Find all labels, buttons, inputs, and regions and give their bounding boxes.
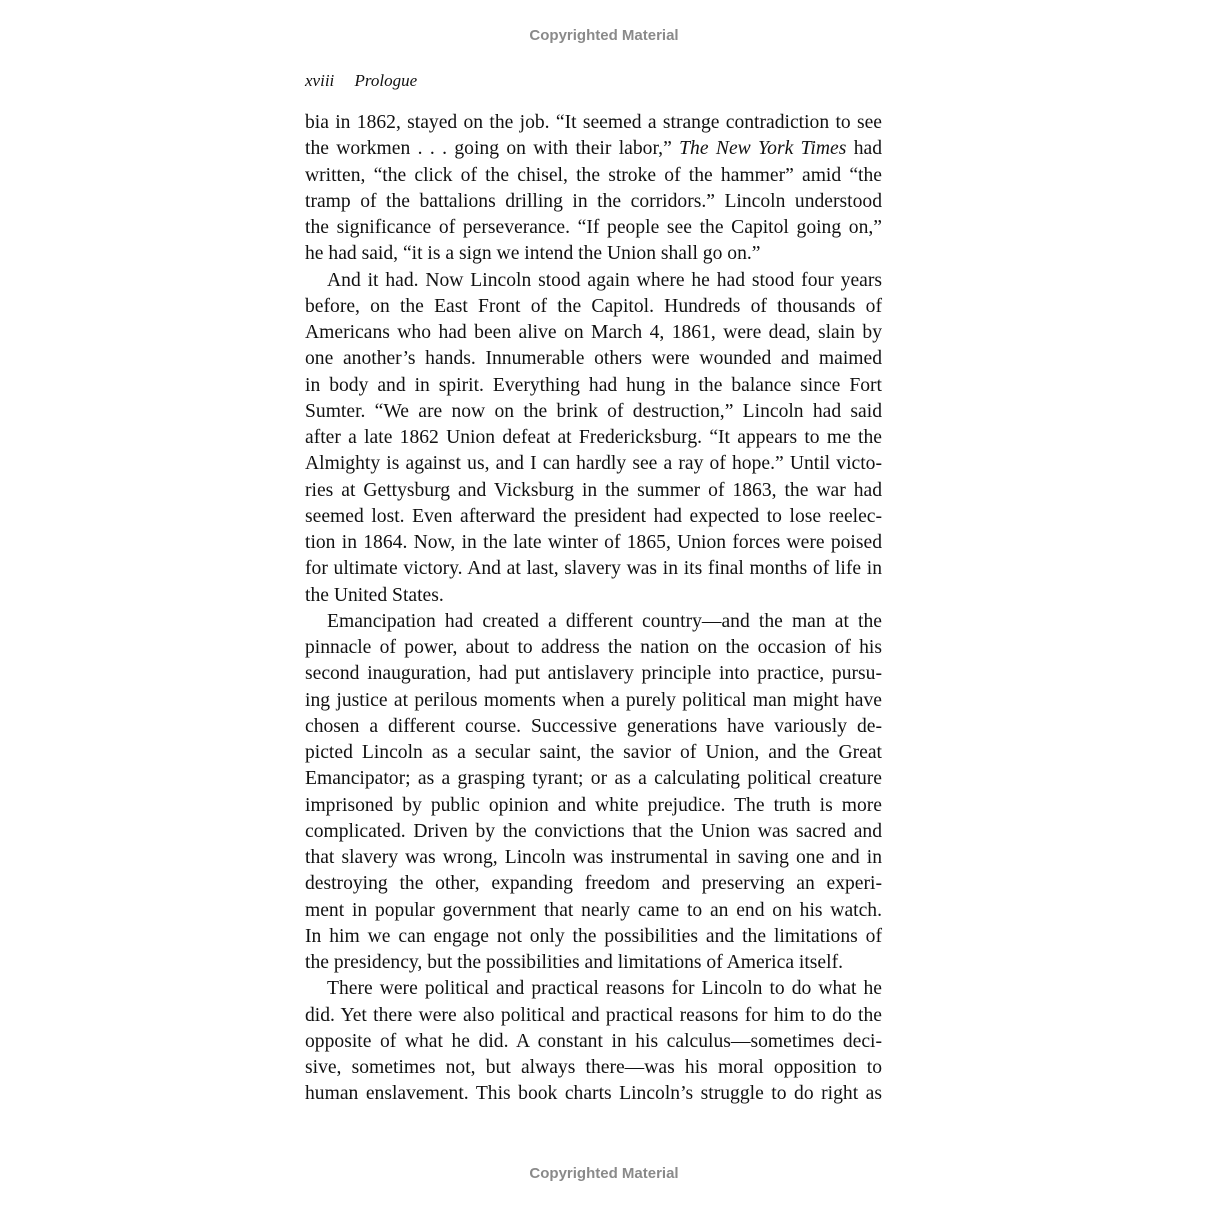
text-line: the presidency, but the possibilities and limitations of America itself. [305, 952, 843, 973]
text-line: for ultimate victory. And at last, slavery was in its final months of life in [305, 558, 882, 580]
paragraph-2 [305, 268, 882, 609]
text-line: Emancipator; as a grasping tyrant; or as a calculating political creature [305, 768, 882, 790]
text-line: tion in 1864. Now, in the late winter of 1865, Union forces were poised [305, 532, 882, 553]
text-line: tramp of the battalions drilling in the corridors.” Lincoln understood [305, 190, 882, 212]
text-line: after a late 1862 Union defeat at Fredericksburg. “It appears to me the [305, 427, 882, 448]
text-line: human enslavement. This book charts Lincoln’s struggle to do right as [305, 1083, 882, 1105]
text-line: ing justice at perilous moments when a purely political man might have [305, 689, 882, 711]
text-line: ment in popular government that nearly came to an end on his watch. [305, 899, 882, 921]
text-line: sive, sometimes not, but always there—was his moral opposition to [305, 1057, 882, 1078]
text-line [305, 136, 882, 162]
text-run: had [853, 138, 883, 160]
text-line: written, “the click of the chisel, the stroke of the hammer” amid “the [305, 164, 882, 186]
page-number: xviii [305, 71, 335, 90]
text-line: bia in 1862, stayed on the job. “It seemed a strange contradiction to see [305, 112, 882, 133]
text-run: the workmen . . . going on with their labor,” [305, 138, 672, 160]
text-line: picted Lincoln as a secular saint, the savior of Union, and the Great [305, 742, 882, 763]
text-line: imprisoned by public opinion and white prejudice. The truth is more [305, 794, 882, 816]
text-line: pinnacle of power, about to address the nation on the occasion of his [305, 637, 882, 658]
text-line: one another’s hands. Innumerable others were wounded and maimed [305, 348, 882, 370]
text-line: seemed lost. Even afterward the president had expected to lose reelec- [305, 505, 882, 527]
text-line: Sumter. “We are now on the brink of destruction,” Lincoln had said [305, 400, 882, 422]
newspaper-title: The New York Times [679, 138, 847, 160]
text-line: that slavery was wrong, Lincoln was instrumental in saving one and in [305, 847, 882, 868]
text-line: Americans who had been alive on March 4, 1861, were dead, slain by [305, 322, 882, 343]
text-line: chosen a different course. Successive generations have variously de- [305, 715, 882, 737]
text-line: There were political and practical reasons for Lincoln to do what he [327, 978, 882, 1000]
paragraph-4 [305, 976, 882, 1107]
text-line: ries at Gettysburg and Vicksburg in the summer of 1863, the war had [305, 479, 882, 501]
text-line: in body and in spirit. Everything had hung in the balance since Fort [305, 374, 882, 396]
running-head [305, 71, 417, 91]
text-line: Almighty is against us, and I can hardly see a ray of hope.” Until victo- [305, 453, 882, 475]
copyright-watermark-top: Copyrighted Material [529, 27, 679, 44]
copyright-watermark-bottom: Copyrighted Material [529, 1165, 679, 1182]
text-line: he had said, “it is a sign we intend the Union shall go on.” [305, 243, 761, 265]
text-line: Emancipation had created a different country—and the man at the [327, 610, 882, 632]
text-line: complicated. Driven by the convictions that the Union was sacred and [305, 820, 882, 842]
text-line: destroying the other, expanding freedom and preserving an experi- [305, 873, 882, 895]
text-line: second inauguration, had put antislavery principle into practice, pursu- [305, 663, 882, 685]
text-line: before, on the East Front of the Capitol. Hundreds of thousands of [305, 295, 882, 317]
text-line: opposite of what he did. A constant in his calculus—sometimes deci- [305, 1030, 882, 1052]
text-line: the United States. [305, 584, 444, 606]
paragraph-3 [305, 609, 882, 977]
text-line: In him we can engage not only the possibilities and the limitations of [305, 925, 882, 947]
text-line: did. Yet there were also political and practical reasons for him to do the [305, 1004, 882, 1026]
body-text [305, 110, 882, 1108]
text-line: the significance of perseverance. “If people see the Capitol going on,” [305, 217, 882, 238]
section-title: Prologue [354, 71, 418, 90]
paragraph-1 [305, 110, 882, 268]
text-line: And it had. Now Lincoln stood again where he had stood four years [327, 269, 882, 291]
